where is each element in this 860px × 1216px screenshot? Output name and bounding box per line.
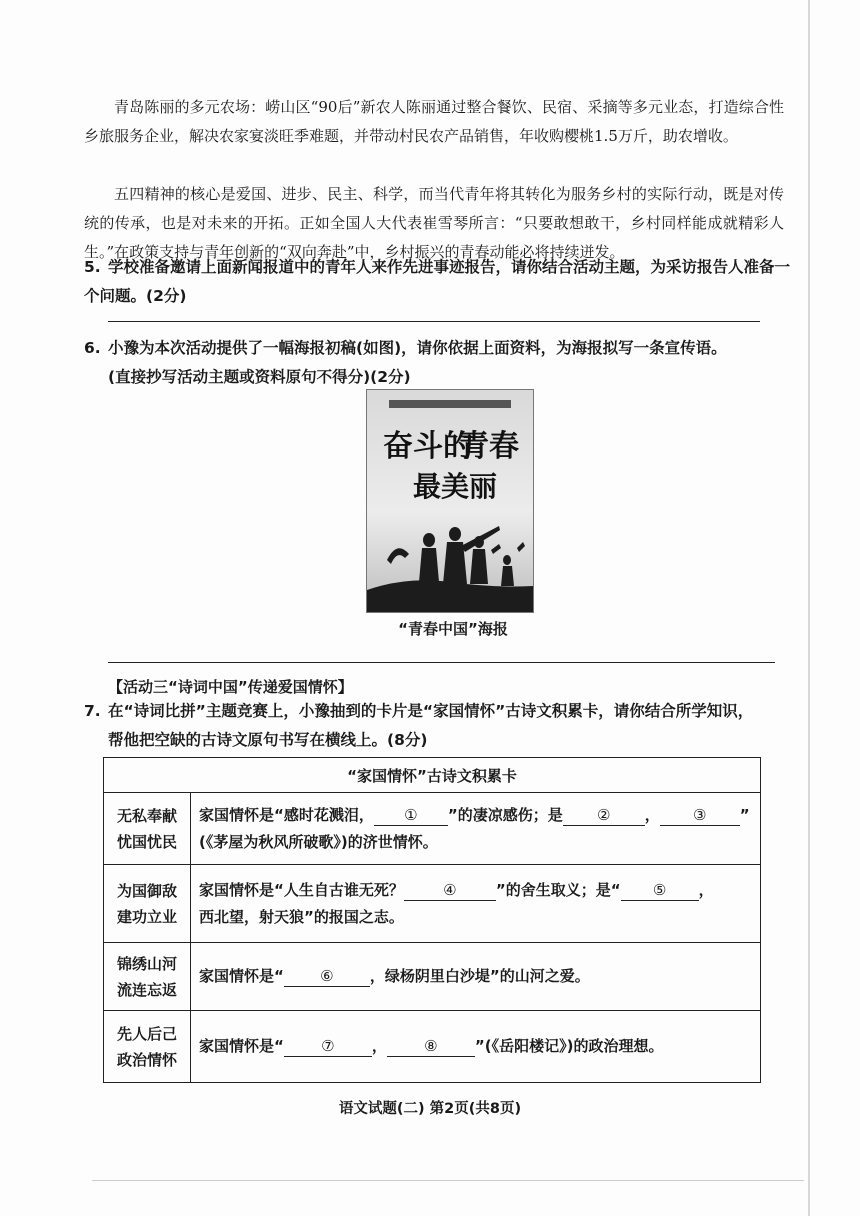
- row-text: ，: [698, 880, 714, 899]
- row-text: ”的舍生取义；是“: [495, 880, 621, 899]
- paragraph-may-fourth: 五四精神的核心是爱国、进步、民主、科学，而当代青年将其转化为服务乡村的实际行动，既是对传统的传承，也是对未来的开拓。正如全国人大代表崔雪琴所言：“只要敢想敢干，乡村同样能成就精彩人生。”在政策支持与青年创新的“双向奔赴”中，乡村振兴的青春动能必将持续迸发。: [84, 185, 784, 261]
- blank-1[interactable]: ①: [374, 805, 448, 826]
- row-label-line2: 政治情怀: [116, 1050, 177, 1069]
- row-label-line1: 锦绣山河: [116, 954, 177, 973]
- card-row: [104, 865, 761, 943]
- poetry-accumulation-card: [103, 757, 761, 1083]
- blank-6[interactable]: ⑥: [284, 966, 370, 987]
- poster-caption: “青春中国”海报: [398, 620, 508, 638]
- youth-china-poster: [366, 389, 534, 613]
- row-text: ，: [371, 1037, 387, 1055]
- poster-artwork: [367, 390, 533, 612]
- row-content: [191, 793, 761, 865]
- row-content: [191, 943, 761, 1011]
- row-label: [104, 943, 191, 1011]
- question-6: [84, 334, 796, 392]
- answer-line-q5[interactable]: [108, 321, 760, 322]
- blank-7[interactable]: ⑦: [284, 1036, 372, 1057]
- row-label: [104, 793, 191, 865]
- blank-5[interactable]: ⑤: [621, 880, 699, 901]
- row-text: 家国情怀是“感时花溅泪，: [199, 805, 374, 824]
- card-row: [104, 1011, 761, 1083]
- row-label-line1: 先人后己: [116, 1024, 177, 1043]
- section-heading-activity-3: 【活动三“诗词中国”传递爱国情怀】: [108, 678, 353, 696]
- poster-slogan-part2: 青春: [459, 429, 519, 464]
- row-label-line2: 流连忘返: [116, 980, 177, 999]
- bottom-divider: [92, 1180, 804, 1181]
- row-text: ”: [739, 805, 750, 824]
- paragraph-chen-li: 青岛陈丽的多元农场：崂山区“90后”新农人陈丽通过整合餐饮、民宿、采摘等多元业态，打造综合性乡旅服务企业，解决农家宴淡旺季难题，并带动村民农产品销售，年收购樱桃1.5万斤，助农增收。: [84, 98, 784, 145]
- question-7-number: 7.: [84, 702, 101, 720]
- card-row: [104, 943, 761, 1011]
- card-row: [104, 793, 761, 865]
- row-text: (《茅屋为秋风所破歌》)的济世情怀。: [199, 832, 438, 851]
- row-text: 家国情怀是“: [199, 1037, 284, 1055]
- question-6-line2: (直接抄写活动主题或资料原句不得分)(2分): [108, 368, 411, 386]
- poster-slogan-part3: 最美丽: [413, 470, 498, 503]
- question-5-number: 5.: [84, 258, 101, 276]
- question-7-line2: 帮他把空缺的古诗文原句书写在横线上。(8分): [108, 731, 428, 749]
- row-content: [191, 1011, 761, 1083]
- row-label-line2: 建功立业: [116, 907, 177, 926]
- row-label: [104, 865, 191, 943]
- blank-2[interactable]: ②: [563, 805, 645, 826]
- row-text: ，绿杨阴里白沙堤”的山河之爱。: [369, 967, 590, 985]
- answer-line-q6[interactable]: [108, 662, 775, 663]
- row-text: 家国情怀是“: [199, 967, 284, 985]
- card-title: “家国情怀”古诗文积累卡: [104, 758, 761, 793]
- blank-4[interactable]: ④: [404, 880, 496, 901]
- question-6-line1: 小豫为本次活动提供了一幅海报初稿(如图)，请你依据上面资料，为海报拟写一条宣传语。: [108, 339, 727, 357]
- row-label-line2: 忧国忧民: [116, 832, 177, 851]
- question-5-text: 学校准备邀请上面新闻报道中的青年人来作先进事迹报告，请你结合活动主题，为采访报告人准备一个问题。(2分): [84, 258, 791, 305]
- blank-8[interactable]: ⑧: [387, 1036, 475, 1057]
- blank-3[interactable]: ③: [660, 805, 740, 826]
- question-7-line1: 在“诗词比拼”主题竞赛上，小豫抽到的卡片是“家国情怀”古诗文积累卡，请你结合所学知识，: [108, 702, 754, 720]
- question-5: [84, 253, 796, 311]
- question-6-number: 6.: [84, 339, 101, 357]
- row-text: 家国情怀是“人生自古谁无死？: [199, 880, 404, 899]
- row-label-line1: 无私奉献: [116, 806, 177, 825]
- poster-slogan-part1: 奋斗的: [383, 429, 473, 464]
- question-7: [84, 697, 796, 755]
- row-label: [104, 1011, 191, 1083]
- row-text: ”的凄凉感伤；是: [447, 805, 563, 824]
- row-text: ，: [644, 805, 660, 824]
- row-text: 西北望，射天狼”的报国之志。: [199, 907, 404, 926]
- page-footer: 语文试题(二) 第2页(共8页): [338, 1101, 522, 1117]
- page-edge: [808, 0, 810, 1216]
- row-content: [191, 865, 761, 943]
- row-label-line1: 为国御敌: [116, 881, 177, 900]
- row-text: ”(《岳阳楼记》)的政治理想。: [474, 1037, 664, 1055]
